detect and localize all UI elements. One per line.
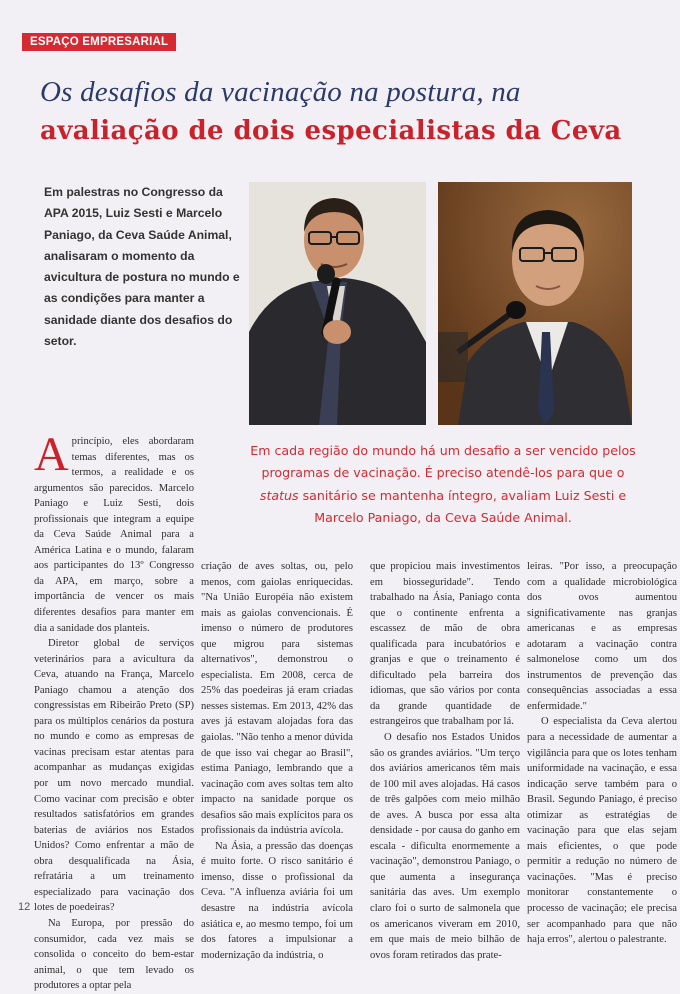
paragraph: que propiciou mais investimentos em biosseguridade". Tendo trabalhado na Ásia, Paniago conta que o continente enfrenta a escassez de mão de obra qualificada para incubatórios e granjas e que o treinamento é dificultado pela barreira dos idiomas, que são vários por conta da grande quantidade de estrangeiros que trabalham por lá. bbox=[370, 561, 520, 728]
speaker-1-illustration bbox=[249, 182, 426, 425]
pull-quote-text-1: Em cada região do mundo há um desafio a ser vencido pelos programas de vacinação. É preciso atendê-los para que o bbox=[250, 443, 636, 481]
article-column-1 bbox=[34, 428, 194, 994]
article-column-4 bbox=[527, 559, 677, 948]
pull-quote-italic: status bbox=[259, 487, 299, 503]
paragraph: leiras. "Por isso, a preocupação com a qualidade microbiológica dos ovos aumentou significativamente nas granjas americanas e as empresas adotaram a vacinação contra salmonelose como um dos instrumentos de prevenção das consequências associadas a essa enfermidade." bbox=[527, 561, 677, 712]
paragraph: princípio, eles abordaram temas diferentes, mas os termos, a realidade e os argumentos são parecidos. Marcelo Paniago e Luiz Sesti, dois profissionais que integram a equipe da Ceva Saúde Animal para a América Latina e o mundo, falaram aos participantes do 13º Congresso da APA, em março, sobre a importância de vencer os mais diferentes desafios para manter em dia a sanidade dos planteis. bbox=[34, 436, 194, 634]
speaker-2-illustration bbox=[438, 182, 632, 425]
article-column-3 bbox=[370, 559, 520, 963]
paragraph: O desafio nos Estados Unidos são os grandes aviários. "Um terço dos aviários americanos têm mais de 100 mil aves alojadas. Há casos de três galpões com meio milhão de aves. A busca por essa alta densidade - por causa do ganho em escala - dificulta enormemente a vacinação", demonstrou Paniago, o que aumenta a insegurança sanitária das aves. Um exemplo claro foi o surto de salmonela que os americanos viveram em 2010, em que mais de meio bilhão de ovos foram retirados das prate- bbox=[370, 732, 520, 961]
page-number: 12 bbox=[18, 901, 31, 913]
lead-paragraph: Em palestras no Congresso da APA 2015, Luiz Sesti e Marcelo Paniago, da Ceva Saúde Animal, analisaram o momento da avicultura de postura no mundo e as condições para manter a sanidade diante dos desafios do setor. bbox=[44, 185, 240, 349]
paragraph: Na Europa, por pressão do consumidor, cada vez mais se consolida o conceito do bem-estar animal, o que tem levado os produtores a optar pela bbox=[34, 917, 194, 992]
pull-quote bbox=[248, 440, 638, 530]
photo-speaker-1 bbox=[249, 182, 426, 425]
photo-speaker-2 bbox=[438, 182, 632, 425]
section-tag: ESPAÇO EMPRESARIAL bbox=[22, 33, 176, 51]
headline-line-1: Os desafios da vacinação na postura, na bbox=[40, 76, 521, 108]
drop-cap: A bbox=[34, 428, 69, 481]
article-column-2 bbox=[201, 559, 353, 963]
paragraph: Diretor global de serviços veterinários para a avicultura da Ceva, atuando na França, Marcelo Paniago chamou a atenção dos congressistas em Ribeirão Preto (SP) para os múltiplos cenários da postura no mundo e como as empresas de vacinas precisam estar atentas para acompanhar as mudanças exigidas por um novo mercado mundial. Como vacinar com precisão e obter resultados satisfatórios em grandes baterias de aviários nos Estados Unidos? Como enfrentar a mão de obra desqualificada na Ásia, refratária a um treinamento especializado para vacinação dos lotes de poedeiras? bbox=[34, 638, 194, 914]
paragraph: O especialista da Ceva alertou para a necessidade de aumentar a vigilância para que os lotes tenham uniformidade na vacinação, e essa indicação serve também para o Brasil. Segundo Paniago, é preciso otimizar as estratégias de vacinação para que elas sejam mais eficientes, o que pode permitir a redução no número de vacinações. "Mas é preciso monitorar constantemente o processo de vacinação; ele precisa ser acompanhado para que não haja erros", alertou o palestrante. bbox=[527, 716, 677, 946]
paragraph: criação de aves soltas, ou, pelo menos, com gaiolas enriquecidas. "Na União Européia não existem mais as gaiolas convencionais. É imenso o número de produtores que migrou para sistemas alternativos", demonstrou o especialista. Em 2008, cerca de 25% das poedeiras já eram criadas nesses sistemas. Em 2013, 42% das aves já estavam alojadas fora das gaiolas. "Não tenho a menor dúvida de que isso vai chegar ao Brasil", estima Paniago, lembrando que a vacinação com aves soltas tem alto impacto na sanidade porque os desafios são mais explícitos para os profissionais da indústria avícola. bbox=[201, 561, 354, 837]
headline-line-2: avaliação de dois especialistas da Ceva bbox=[40, 116, 622, 146]
paragraph: Na Ásia, a pressão das doenças é muito forte. O risco sanitário é imenso, disse o profissional da Ceva. "A influenza aviária foi um desastre na indústria avícola asiática e, ao mesmo tempo, foi um dos fatores a impulsionar a modernização da indústria, o bbox=[201, 840, 353, 961]
pull-quote-text-2: sanitário se mantenha íntegro, avaliam Luiz Sesti e Marcelo Paniago, da Ceva Saúde Animal. bbox=[298, 487, 627, 526]
